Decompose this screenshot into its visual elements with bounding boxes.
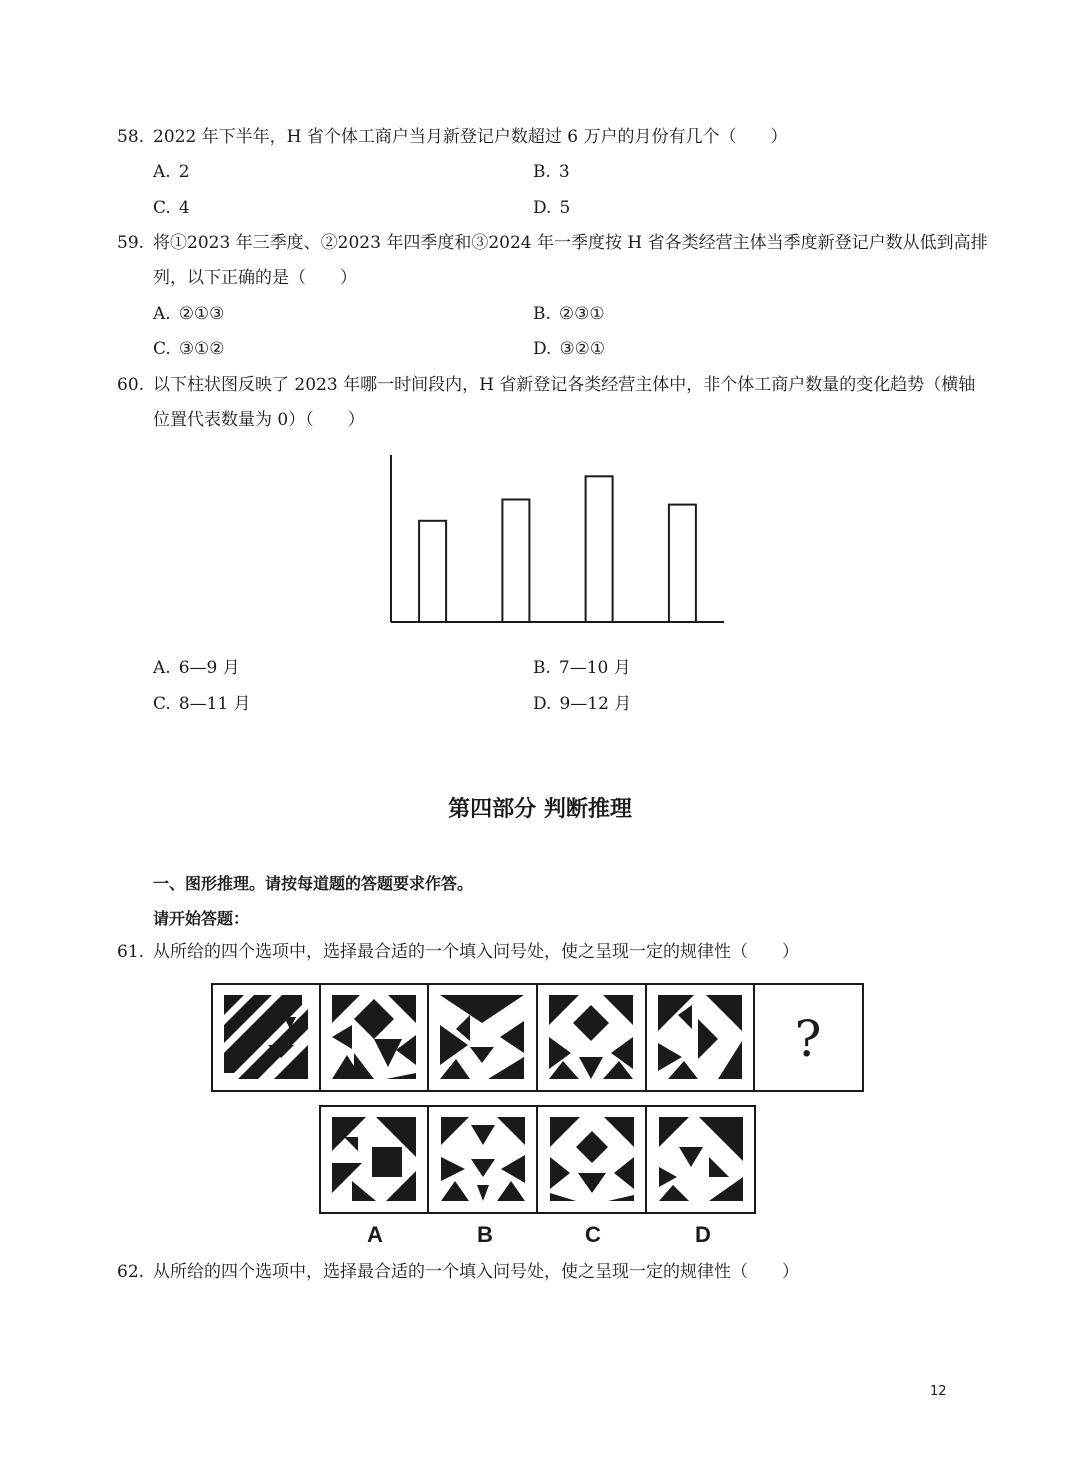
bar-2 bbox=[502, 500, 529, 623]
option-letter-a[interactable]: A bbox=[367, 1222, 383, 1247]
q60-option-d[interactable]: D. 9—12 月 bbox=[533, 694, 632, 714]
q59-option-d[interactable]: D. ③②① bbox=[533, 339, 606, 359]
q59-option-a[interactable]: A. ②①③ bbox=[153, 304, 225, 324]
q60-option-a[interactable]: A. 6—9 月 bbox=[153, 658, 240, 678]
question-number: 58. bbox=[117, 127, 145, 147]
q58-option-b[interactable]: B. 3 bbox=[533, 162, 570, 182]
bar-1 bbox=[419, 521, 446, 622]
q58-option-d[interactable]: D. 5 bbox=[533, 198, 571, 218]
question-text: 2022 年下半年，H 省个体工商户当月新登记户数超过 6 万户的月份有几个（ ） bbox=[153, 127, 788, 147]
question-text: 从所给的四个选项中，选择最合适的一个填入问号处，使之呈现一定的规律性（ ） bbox=[153, 1262, 799, 1282]
question-61 bbox=[117, 941, 799, 963]
question-60 bbox=[117, 374, 975, 396]
option-a-figure[interactable] bbox=[332, 1117, 416, 1201]
question-text: 将①2023 年三季度、②2023 年四季度和③2024 年一季度按 H 省各类经营主体当季度新登记户数从低到高排 bbox=[153, 233, 988, 253]
question-mark: ? bbox=[794, 1010, 822, 1068]
option-letters bbox=[318, 1218, 758, 1248]
section-instruction: 一、图形推理。请按每道题的答题要求作答。 bbox=[153, 874, 474, 893]
sequence-tile-3 bbox=[440, 995, 524, 1079]
option-d-figure[interactable] bbox=[659, 1117, 743, 1201]
question-number: 59. bbox=[117, 233, 145, 253]
figure-options bbox=[318, 1104, 758, 1216]
question-text: 以下柱状图反映了 2023 年哪一时间段内，H 省新登记各类经营主体中，非个体工商户数量的变化趋势（横轴 bbox=[153, 375, 976, 395]
question-58 bbox=[117, 126, 788, 148]
sequence-tile-5 bbox=[658, 995, 742, 1079]
question-number: 62. bbox=[117, 1262, 145, 1282]
sequence-tile-4 bbox=[549, 995, 633, 1079]
figure-sequence bbox=[210, 982, 866, 1094]
bar-4 bbox=[669, 505, 696, 622]
option-letter-b[interactable]: B bbox=[477, 1222, 493, 1247]
question-text: 从所给的四个选项中，选择最合适的一个填入问号处，使之呈现一定的规律性（ ） bbox=[153, 942, 799, 962]
q59-option-b[interactable]: B. ②③① bbox=[533, 304, 605, 324]
question-number: 61. bbox=[117, 942, 145, 962]
option-letter-d[interactable]: D bbox=[695, 1222, 711, 1247]
question-62 bbox=[117, 1261, 799, 1283]
section-title: 第四部分 判断推理 bbox=[448, 797, 632, 822]
q59-option-c[interactable]: C. ③①② bbox=[153, 339, 225, 359]
q60-option-c[interactable]: C. 8—11 月 bbox=[153, 694, 251, 714]
bar-3 bbox=[586, 476, 613, 622]
q58-option-a[interactable]: A. 2 bbox=[153, 162, 190, 182]
q58-option-c[interactable]: C. 4 bbox=[153, 198, 190, 218]
page-number: 12 bbox=[930, 1384, 947, 1399]
option-letter-c[interactable]: C bbox=[585, 1222, 601, 1247]
option-b-figure[interactable] bbox=[441, 1117, 525, 1201]
sequence-tile-2 bbox=[332, 995, 416, 1079]
question-text-continued: 位置代表数量为 0）（ ） bbox=[153, 410, 365, 430]
question-59 bbox=[117, 232, 988, 254]
option-c-figure[interactable] bbox=[550, 1117, 634, 1201]
sequence-tile-1 bbox=[224, 995, 308, 1079]
question-text-continued: 列，以下正确的是（ ） bbox=[153, 268, 357, 288]
q60-option-b[interactable]: B. 7—10 月 bbox=[533, 658, 631, 678]
question-number: 60. bbox=[117, 375, 145, 395]
bar-chart bbox=[380, 450, 740, 635]
start-prompt: 请开始答题： bbox=[153, 909, 250, 928]
